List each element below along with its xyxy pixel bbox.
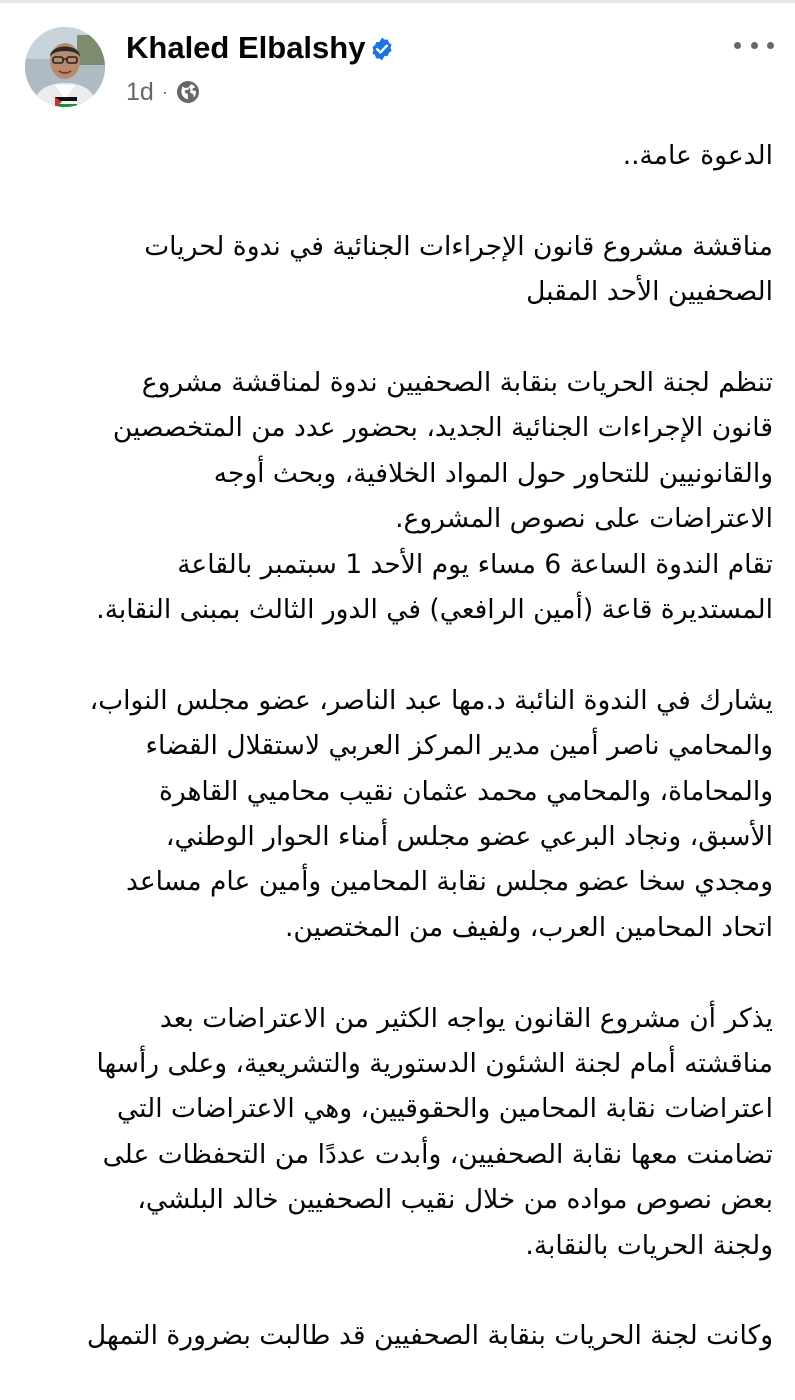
text-line: المستديرة قاعة (أمين الرافعي) في الدور الثالث بمبنى النقابة. <box>96 594 773 626</box>
text-line: اعتراضات نقابة المحامين والحقوقيين، وهي الاعتراضات التي <box>117 1093 773 1125</box>
post-meta <box>126 76 200 108</box>
text-line: والمحاماة، والمحامي محمد عثمان نقيب محاميي القاهرة <box>158 775 773 807</box>
author-name[interactable]: Khaled Elbalshy <box>126 30 366 65</box>
more-dot-icon <box>767 42 774 49</box>
text-line: بعض نصوص مواده من خلال نقيب الصحفيين خالد البلشي، <box>137 1184 773 1216</box>
paragraph-invitation <box>23 133 773 178</box>
paragraph-committee <box>23 1313 773 1358</box>
text-line: ولجنة الحريات بالنقابة. <box>525 1229 773 1261</box>
text-line: مناقشته أمام لجنة الشئون الدستورية والتشريعية، وعلى رأسها <box>96 1048 773 1080</box>
text-line: الاعتراضات على نصوص المشروع. <box>395 503 773 535</box>
author-avatar[interactable] <box>25 27 105 107</box>
paragraph-headline <box>23 224 773 315</box>
text-line: والقانونيين للتحاور حول المواد الخلافية، وبحث أوجه <box>213 457 773 489</box>
post-body <box>23 133 773 1359</box>
text-line: تقام الندوة الساعة 6 مساء يوم الأحد 1 سبتمبر بالقاعة <box>177 548 773 580</box>
post-header <box>0 0 795 120</box>
paragraph-event-details <box>23 360 773 632</box>
more-dot-icon <box>734 42 741 49</box>
text-line: تضامنت معها نقابة الصحفيين، وأبدت عددًا من التحفظات على <box>102 1138 773 1170</box>
text-line: الأسبق، ونجاد البرعي عضو مجلس أمناء الحوار الوطني، <box>165 821 773 853</box>
meta-separator: · <box>161 81 168 102</box>
text-line: يذكر أن مشروع القانون يواجه الكثير من الاعتراضات بعد <box>159 1002 773 1034</box>
text-line: مناقشة مشروع قانون الإجراءات الجنائية في ندوة لحريات <box>144 230 773 262</box>
text-line: قانون الإجراءات الجنائية الجديد، بحضور عدد من المتخصصين <box>112 412 773 444</box>
text-line: والمحامي ناصر أمين مدير المركز العربي لاستقلال القضاء <box>145 730 773 762</box>
text-line: الدعوة عامة.. <box>622 140 773 171</box>
more-options-button[interactable] <box>734 30 774 60</box>
more-dot-icon <box>751 42 758 49</box>
verified-badge-icon <box>369 36 395 62</box>
profile-photo-icon <box>25 27 105 107</box>
paragraph-objections <box>23 996 773 1268</box>
text-line: وكانت لجنة الحريات بنقابة الصحفيين قد طالبت بضرورة التمهل <box>86 1320 773 1352</box>
paragraph-participants <box>23 678 773 950</box>
text-line: اتحاد المحامين العرب، ولفيف من المختصين. <box>285 911 773 943</box>
text-line: يشارك في الندوة النائبة د.مها عبد الناصر، عضو مجلس النواب، <box>89 684 773 716</box>
text-line: ومجدي سخا عضو مجلس نقابة المحامين وأمين عام مساعد <box>125 866 773 898</box>
text-line: الصحفيين الأحد المقبل <box>526 276 773 308</box>
text-line: تنظم لجنة الحريات بنقابة الصحفيين ندوة لمناقشة مشروع <box>141 367 773 398</box>
globe-icon[interactable] <box>176 80 200 104</box>
post-time[interactable]: 1d <box>126 77 154 106</box>
